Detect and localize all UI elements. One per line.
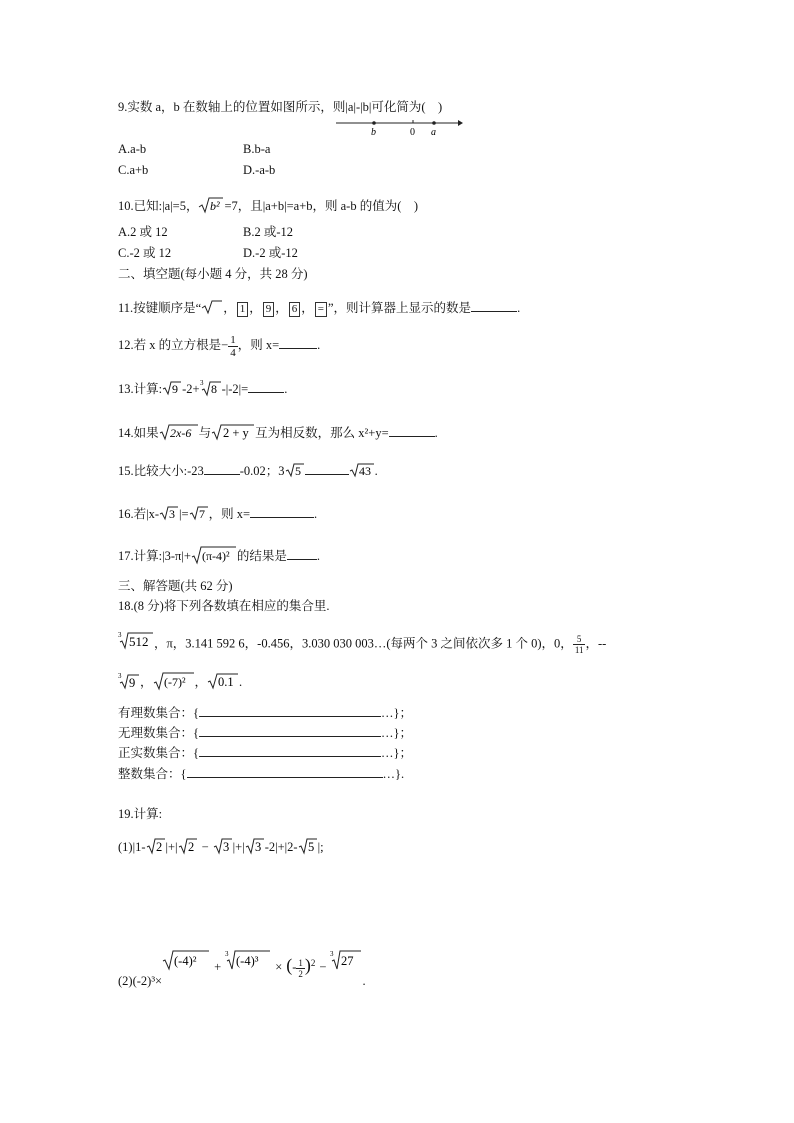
q19p2-radicand-3: 27: [341, 954, 354, 969]
irrational-set-end: …}；: [381, 726, 413, 740]
q14-radical-1: [159, 423, 199, 445]
q15-radicand-1: 5: [294, 464, 301, 479]
q18-root-index-2: 3: [118, 672, 122, 680]
q19p2-cube-root-2: [330, 949, 362, 982]
rational-set-blank: [199, 704, 381, 717]
q19p2-times: ×: [275, 960, 283, 975]
question-19-stem: 19.计算:: [118, 807, 163, 821]
q12-pre: 12.若 x 的立方根是: [118, 338, 222, 352]
sqrt-symbol-icon: [245, 837, 265, 855]
q9-option-d: D.-a-b: [243, 163, 276, 177]
q19p2-exponent: 2: [310, 958, 316, 968]
cube-root-symbol-icon: [330, 949, 362, 971]
sqrt-symbol-icon: [349, 462, 375, 478]
q19p2-radicand-1: (-4)²: [174, 954, 197, 969]
question-16: 16.若|x- 3 |= 7 ，则 x= .: [118, 505, 317, 525]
q19p1-radicand-3: 3: [222, 840, 229, 854]
irrational-set-line: [118, 724, 412, 741]
q16-radicand-1: 3: [169, 507, 176, 522]
q19p2-paren-group: (- $\frac{1}{2}$ )$^2$: [286, 955, 316, 979]
q18-sep-2: ，: [194, 674, 208, 689]
q14-radicand-1: 2x-6: [169, 426, 191, 440]
sqrt-symbol-icon: [178, 837, 198, 855]
sqrt-symbol-icon: [189, 505, 209, 521]
sqrt-symbol-icon: [159, 505, 179, 521]
q13-mid: -2+: [182, 381, 200, 396]
q13-answer-blank: [248, 380, 284, 393]
q18-radicand-9: 9: [129, 676, 136, 690]
rational-set-line: [118, 704, 412, 721]
number-line-label-b: b: [371, 127, 376, 138]
q18-sep-1: ，: [140, 674, 153, 689]
q19p2-pre: (2)(-2)³×: [118, 974, 163, 989]
q14-mid: 与: [198, 425, 212, 440]
q16-post: ，则 x=: [208, 507, 251, 521]
q18-line1-text: ，π，3.141 592 6，-0.456，3.030 030 003…(每两个 3 之间依次多 1 个 0)，0，: [154, 636, 573, 651]
cube-root-symbol-icon: [200, 379, 222, 397]
positive-real-set-line: [118, 744, 412, 761]
q11-answer-blank: [471, 299, 517, 312]
sqrt-key-icon: [201, 299, 223, 319]
q19p2-frac-num: 1: [298, 957, 303, 968]
q19-part-1: [118, 837, 324, 859]
q19p2-fraction: [296, 958, 305, 979]
question-17: 17.计算:|3-π|+ (π-4)² 的结果是 .: [118, 545, 320, 569]
q19p2-root-index-2: 3: [330, 950, 334, 959]
q16-radical-2: [189, 505, 209, 525]
q19p1-radicand-5: 5: [307, 840, 314, 854]
sqrt-symbol-icon: [159, 423, 199, 441]
q18-cube-root-9: [118, 672, 140, 694]
q15-radicand-2: 43: [358, 464, 371, 479]
q12-post: ，则 x=: [237, 338, 280, 352]
q16-radicand-2: 7: [198, 507, 205, 522]
q18-frac-num: 5: [573, 634, 586, 645]
q19p1-radical-2: [178, 837, 198, 859]
q18-radical-0-1: [207, 672, 239, 694]
q13-radical-1: [162, 380, 182, 400]
question-13: 13.计算: 9 -2+ 3 8 -|-2|= .: [118, 379, 287, 401]
q14-radical-2: [211, 423, 255, 445]
q19p1-radicand-4: 3: [254, 840, 261, 854]
q13-pre: 13.计算:: [118, 381, 163, 396]
q19p1-radical-3: [213, 837, 233, 859]
q17-radicand: (π-4)²: [201, 549, 230, 563]
question-18-stem: 18.(8 分)将下列各数填在相应的集合里.: [118, 599, 330, 613]
q10-option-d: D.-2 或-12: [243, 246, 298, 260]
integer-set-label: 整数集合：{: [118, 767, 187, 781]
cube-root-symbol-icon: [118, 630, 154, 650]
q18-numbers-line-1: [118, 630, 606, 659]
q10-option-a: A.2 或 12: [118, 225, 168, 239]
rational-set-end: …}；: [381, 706, 413, 720]
q19-part-2: [118, 948, 366, 996]
section-2-heading: 二、填空题(每小题 4 分，共 28 分): [118, 267, 308, 281]
q19p2-cube-root-1: [225, 949, 271, 982]
q19p2-end: .: [362, 974, 366, 989]
q10-radicand: b²: [210, 199, 221, 213]
q14-pre: 14.如果: [118, 425, 159, 440]
q19p2-radicand-2: (-4)³: [236, 954, 259, 969]
q19p2-root-index-1: 3: [225, 950, 229, 959]
question-14: 14.如果 2x-6 与 2 + y 互为相反数，那么 x²+y= .: [118, 423, 438, 445]
q18-radicand-neg7-sq: (-7)²: [163, 675, 186, 689]
q11-post: ”，则计算器上显示的数是: [328, 301, 472, 315]
sqrt-symbol-icon: [191, 545, 237, 565]
q19p1-pre: (1)|1-: [118, 839, 146, 854]
q19p1-a: |+|: [165, 839, 178, 854]
q10-stem-post: =7，且|a+b|=a+b，则 a-b 的值为( ): [224, 198, 419, 213]
integer-set-line: [118, 765, 404, 782]
question-15: 15.比较大小:-23 -0.02；3 5 43 .: [118, 462, 378, 482]
q17-pre: 17.计算:|3-π|+: [118, 548, 191, 563]
q9-option-a: A.a-b: [118, 142, 147, 156]
q15-radical-2: [349, 462, 375, 482]
q19p1-end: |;: [317, 839, 324, 854]
key-1: 1: [237, 302, 249, 317]
irrational-set-label: 无理数集合：{: [118, 726, 200, 740]
positive-real-set-blank: [199, 744, 381, 757]
key-6: 6: [289, 302, 301, 317]
q19p1-radicand-2: 2: [187, 840, 194, 854]
sqrt-symbol-icon: [198, 196, 224, 214]
q12-minus: −: [221, 338, 229, 352]
q13-cube-root: [200, 379, 222, 401]
q11-pre: 11.按键顺序是“: [118, 301, 202, 315]
q16-radical-1: [159, 505, 179, 525]
q19p1-c: |+|: [232, 839, 245, 854]
q14-radicand-2: 2 + y: [223, 426, 249, 440]
q18-cube-root-512: [118, 630, 154, 659]
integer-set-blank: [187, 765, 383, 778]
sqrt-symbol-icon: [146, 837, 166, 855]
q19p2-minus-sign: -: [292, 960, 297, 975]
q12-frac-num: 1: [230, 333, 236, 346]
q13-root-index: 3: [199, 379, 204, 387]
q16-answer-blank: [250, 505, 314, 518]
cube-root-symbol-icon: [225, 949, 271, 971]
sqrt-symbol-icon: [298, 837, 318, 855]
q13-radicand-2: 8: [210, 382, 217, 396]
number-line-label-a: a: [431, 127, 436, 138]
q17-radical: [191, 545, 237, 569]
q18-line1-end: ，--: [585, 636, 607, 651]
q19p2-radical-1: [162, 949, 210, 982]
number-line-label-0: 0: [410, 127, 415, 138]
q19p1-radicand-1: 2: [155, 840, 162, 854]
sqrt-symbol-icon: [162, 380, 182, 396]
q10-option-b: B.2 或-12: [243, 225, 294, 239]
q10-option-c: C.-2 或 12: [118, 246, 172, 260]
integer-set-end: …}.: [382, 767, 405, 781]
q18-numbers-line-2: 3 9 ， (-7)² ， 0.1 .: [118, 671, 242, 695]
q12-fraction: [228, 334, 238, 359]
q18-radical-neg7-sq: [153, 671, 195, 695]
sqrt-symbol-icon: [162, 949, 210, 971]
q18-fraction: [573, 634, 586, 655]
q10-radical: [198, 196, 224, 218]
q13-radicand-1: 9: [172, 382, 179, 396]
q12-answer-blank: [279, 336, 317, 349]
positive-real-set-end: …}；: [381, 746, 413, 760]
q18-radicand-0-1: 0.1: [218, 675, 234, 689]
q19p1-radical-4: [245, 837, 265, 859]
irrational-set-blank: [199, 724, 381, 737]
sqrt-symbol-icon: [153, 671, 195, 691]
q19p1-radical-5: [298, 837, 318, 859]
q9-option-c: C.a+b: [118, 163, 149, 177]
sqrt-symbol-icon: [211, 423, 255, 441]
sqrt-symbol-icon: [207, 672, 239, 690]
q19p2-minus: −: [319, 960, 327, 975]
sqrt-symbol-icon: [213, 837, 233, 855]
q12-frac-den: 4: [230, 346, 236, 359]
q19p1-d: -2|+|2-: [264, 839, 298, 854]
q19p2-frac-den: 2: [298, 968, 303, 979]
question-10-stem: [118, 196, 418, 218]
q16-pre: 16.若|x-: [118, 507, 160, 521]
q17-answer-blank: [287, 547, 317, 560]
cube-root-symbol-icon: [118, 672, 140, 690]
q16-mid: |=: [179, 507, 189, 521]
question-12: 12.若 x 的立方根是− $\frac{1}{4}$ ，则 x= .: [118, 333, 321, 359]
key-equals: =: [315, 302, 327, 317]
positive-real-set-label: 正实数集合：{: [118, 746, 200, 760]
q17-post: 的结果是: [236, 548, 287, 563]
q19p2-plus: +: [214, 960, 222, 975]
sqrt-symbol-icon: [285, 462, 305, 478]
q10-stem-pre: 10.已知:|a|=5，: [118, 198, 199, 213]
question-11: 11.按键顺序是“ ， 1 ， 9 ， 6 ， = ”，则计算器上显示的数是 .: [118, 299, 520, 319]
q15-radical-1: [285, 462, 305, 482]
q9-option-b: B.b-a: [243, 142, 271, 156]
q19p1-radical-1: [146, 837, 166, 859]
q15-blank-1: [204, 462, 240, 475]
q14-post: 互为相反数，那么 x²+y=: [255, 425, 389, 440]
q18-radicand-512: 512: [129, 634, 149, 649]
q19p1-b: −: [201, 839, 209, 854]
q15-blank-2: [305, 462, 349, 475]
q14-answer-blank: [389, 424, 435, 437]
question-9-stem: 9.实数 a，b 在数轴上的位置如图所示，则|a|-|b|可化简为( ): [118, 100, 443, 114]
section-3-heading: 三、解答题(共 62 分): [118, 579, 233, 593]
q15-pre: 15.比较大小:-23: [118, 464, 204, 478]
q18-root-index-1: 3: [118, 631, 122, 639]
key-9: 9: [263, 302, 275, 317]
q15-mid: -0.02；3: [239, 464, 285, 478]
q13-post: -|-2|=: [221, 381, 249, 396]
number-line-figure: [334, 116, 464, 138]
rational-set-label: 有理数集合：{: [118, 706, 200, 720]
q18-frac-den: 11: [574, 645, 584, 655]
